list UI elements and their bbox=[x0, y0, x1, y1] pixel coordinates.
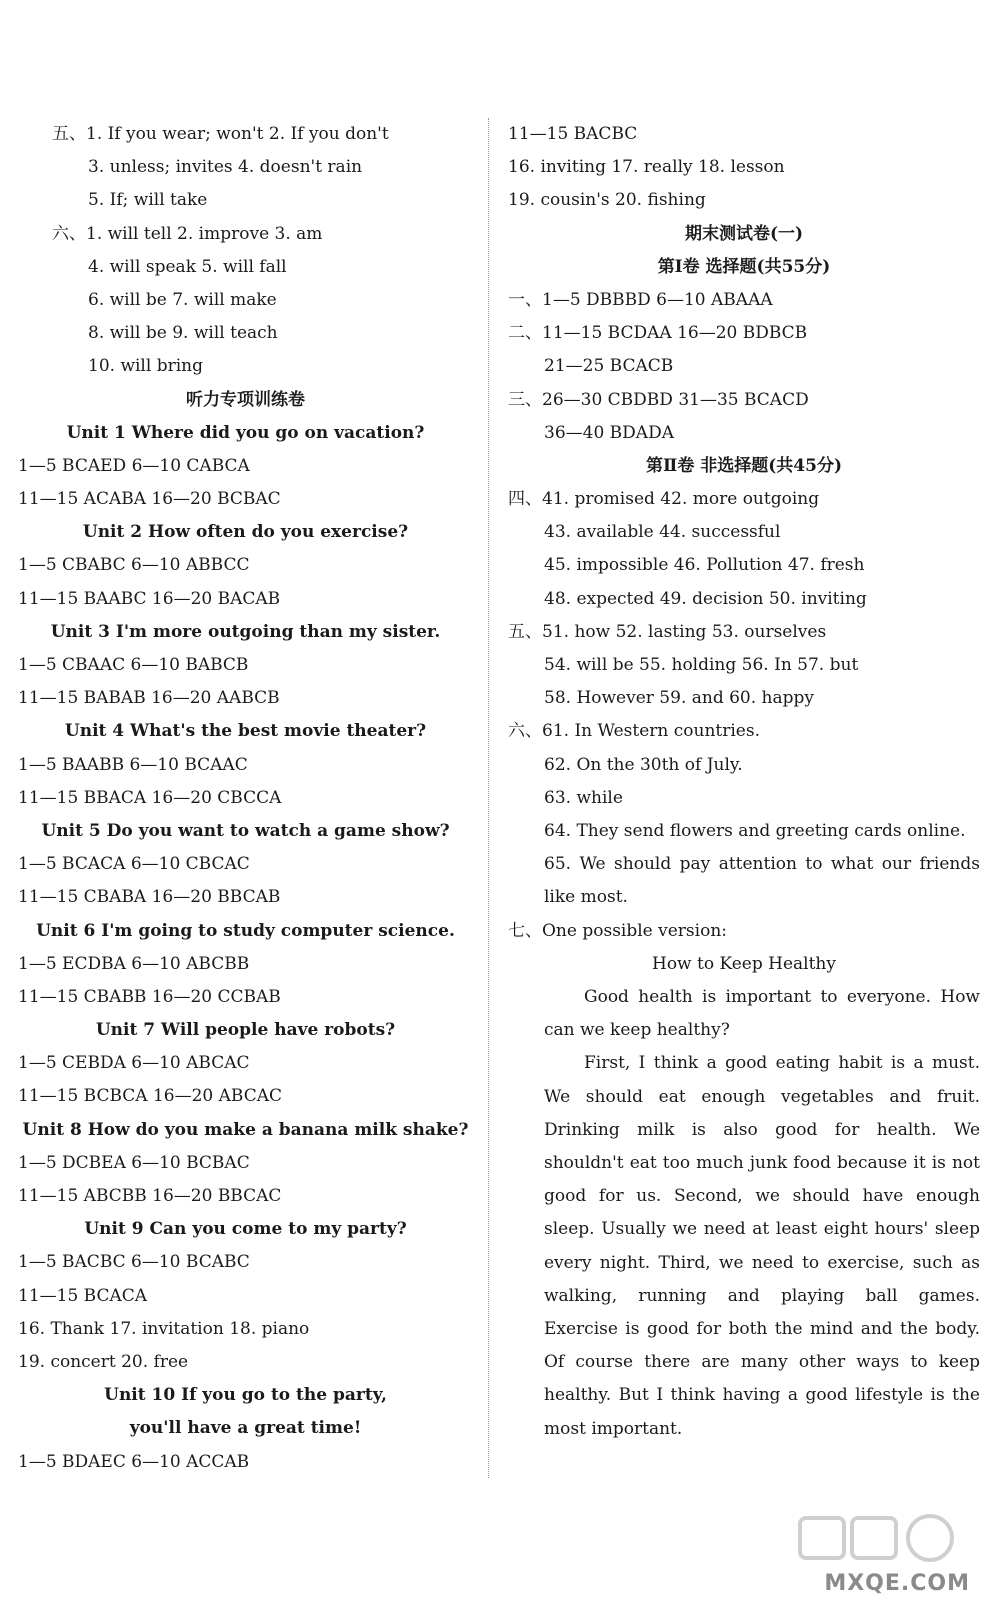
answer-line: 58. However 59. and 60. happy bbox=[544, 688, 815, 709]
answer-line: 六、1. will tell 2. improve 3. am bbox=[52, 223, 323, 244]
answer-line: 一、1—5 DBBBD 6—10 ABAAA bbox=[508, 289, 773, 310]
essay-title: How to Keep Healthy bbox=[652, 953, 836, 974]
answer-line: 4. will speak 5. will fall bbox=[88, 256, 287, 277]
answer-line: 19. cousin's 20. fishing bbox=[508, 190, 706, 211]
answer-line: 11—15 CBABB 16—20 CCBAB bbox=[18, 986, 281, 1007]
answer-line: 11—15 BABAB 16—20 AABCB bbox=[18, 688, 280, 709]
answer-line: 43. available 44. successful bbox=[544, 522, 781, 543]
answer-line: 二、11—15 BCDAA 16—20 BDBCB bbox=[508, 323, 808, 344]
unit-title: Unit 4 What's the best movie theater? bbox=[64, 721, 427, 742]
answer-line: 6. will be 7. will make bbox=[88, 289, 277, 310]
answer-line: 54. will be 55. holding 56. In 57. but bbox=[544, 655, 859, 675]
unit-title: Unit 7 Will people have robots? bbox=[95, 1020, 396, 1041]
answer-line: 11—15 BBACA 16—20 CBCCA bbox=[18, 787, 282, 808]
part-title: 第Ⅱ卷 非选择题(共45分) bbox=[646, 455, 842, 476]
answer-line: 五、51. how 52. lasting 53. ourselves bbox=[508, 621, 827, 642]
column-divider bbox=[488, 118, 489, 1478]
unit-title: Unit 9 Can you come to my party? bbox=[84, 1219, 407, 1240]
answer-line: 1—5 ECDBA 6—10 ABCBB bbox=[18, 953, 250, 974]
answer-line: 七、One possible version: bbox=[508, 920, 727, 941]
answer-line: 36—40 BDADA bbox=[544, 422, 674, 443]
answer-line: 10. will bring bbox=[88, 356, 203, 377]
unit-title: Unit 1 Where did you go on vacation? bbox=[66, 422, 425, 443]
answer-line: 11—15 ABCBB 16—20 BBCAC bbox=[18, 1186, 282, 1206]
answer-line: 1—5 CBAAC 6—10 BABCB bbox=[18, 655, 249, 675]
answer-line: 11—15 BACBC bbox=[508, 124, 638, 144]
answer-line: 四、41. promised 42. more outgoing bbox=[508, 489, 820, 510]
unit-title: Unit 3 I'm more outgoing than my sister. bbox=[50, 621, 441, 642]
answer-line: 11—15 BCBCA 16—20 ABCAC bbox=[18, 1086, 283, 1107]
unit-title: Unit 8 How do you make a banana milk shake? bbox=[22, 1119, 469, 1140]
unit-title: you'll have a great time! bbox=[129, 1418, 362, 1439]
answer-paragraph: 64. They send flowers and greeting cards online. bbox=[544, 820, 966, 841]
answer-line: 1—5 BCACA 6—10 CBCAC bbox=[18, 854, 250, 875]
answer-line: 48. expected 49. decision 50. inviting bbox=[544, 588, 867, 609]
exam-title: 期末测试卷(一) bbox=[684, 223, 804, 244]
answer-line: 1—5 CBABC 6—10 ABBCC bbox=[18, 555, 250, 576]
answer-line: 21—25 BCACB bbox=[544, 356, 674, 377]
unit-title: Unit 10 If you go to the party, bbox=[104, 1385, 387, 1406]
answer-line: 11—15 BCACA bbox=[18, 1285, 148, 1306]
answer-line: 5. If; will take bbox=[88, 190, 208, 211]
answer-line: 3. unless; invites 4. doesn't rain bbox=[88, 157, 363, 178]
unit-title: Unit 5 Do you want to watch a game show? bbox=[41, 820, 450, 841]
answer-line: 五、1. If you wear; won't 2. If you don't bbox=[52, 124, 389, 144]
answer-line: 16. inviting 17. really 18. lesson bbox=[508, 157, 785, 178]
answer-line: 16. Thank 17. invitation 18. piano bbox=[18, 1318, 310, 1339]
answer-line: 11—15 BAABC 16—20 BACAB bbox=[18, 588, 281, 609]
answer-line: 63. while bbox=[544, 787, 623, 808]
answer-line: 1—5 CEBDA 6—10 ABCAC bbox=[18, 1053, 250, 1074]
answer-line: 1—5 BDAEC 6—10 ACCAB bbox=[18, 1451, 250, 1472]
answer-line: 六、61. In Western countries. bbox=[508, 721, 760, 742]
answer-line: 19. concert 20. free bbox=[18, 1351, 189, 1372]
answer-line: 1—5 BCAED 6—10 CABCA bbox=[18, 455, 250, 476]
answer-line: 1—5 BACBC 6—10 BCABC bbox=[18, 1252, 250, 1273]
essay-paragraph: First, I think a good eating habit is a must. We should eat enough vegetables and fruit. Drinking milk is also good for health. We shouldn't eat too much junk food because it is not good for us. Second, we should have enough sleep. Usually we need at least eight hours' sleep every night. Third, we need to exercise, such as walking, running and playing ball games. Exercise is good for both the mind and the body. Of course there are many other ways to keep healthy. But I think having a good lifestyle is the most important. bbox=[544, 1053, 980, 1439]
answer-line: 11—15 CBABA 16—20 BBCAB bbox=[18, 887, 281, 908]
answer-paragraph: 65. We should pay attention to what our friends like most. bbox=[544, 854, 980, 908]
part-title: 第Ⅰ卷 选择题(共55分) bbox=[657, 256, 831, 277]
answer-line: 62. On the 30th of July. bbox=[544, 754, 743, 775]
right-column bbox=[508, 118, 980, 1446]
watermark-text: MXQE.COM bbox=[824, 1571, 970, 1596]
answer-line: 1—5 DCBEA 6—10 BCBAC bbox=[18, 1152, 250, 1173]
answer-line: 45. impossible 46. Pollution 47. fresh bbox=[544, 555, 865, 576]
essay-paragraph: Good health is important to everyone. How can we keep healthy? bbox=[544, 986, 980, 1041]
left-column bbox=[18, 118, 473, 1479]
answer-line: 8. will be 9. will teach bbox=[88, 323, 278, 344]
unit-title: Unit 6 I'm going to study computer science. bbox=[36, 920, 455, 941]
section-title: 听力专项训练卷 bbox=[186, 389, 305, 410]
answer-line: 11—15 ACABA 16—20 BCBAC bbox=[18, 489, 281, 510]
answer-line: 1—5 BAABB 6—10 BCAAC bbox=[18, 754, 248, 775]
answer-line: 三、26—30 CBDBD 31—35 BCACD bbox=[508, 389, 809, 410]
unit-title: Unit 2 How often do you exercise? bbox=[82, 522, 409, 543]
